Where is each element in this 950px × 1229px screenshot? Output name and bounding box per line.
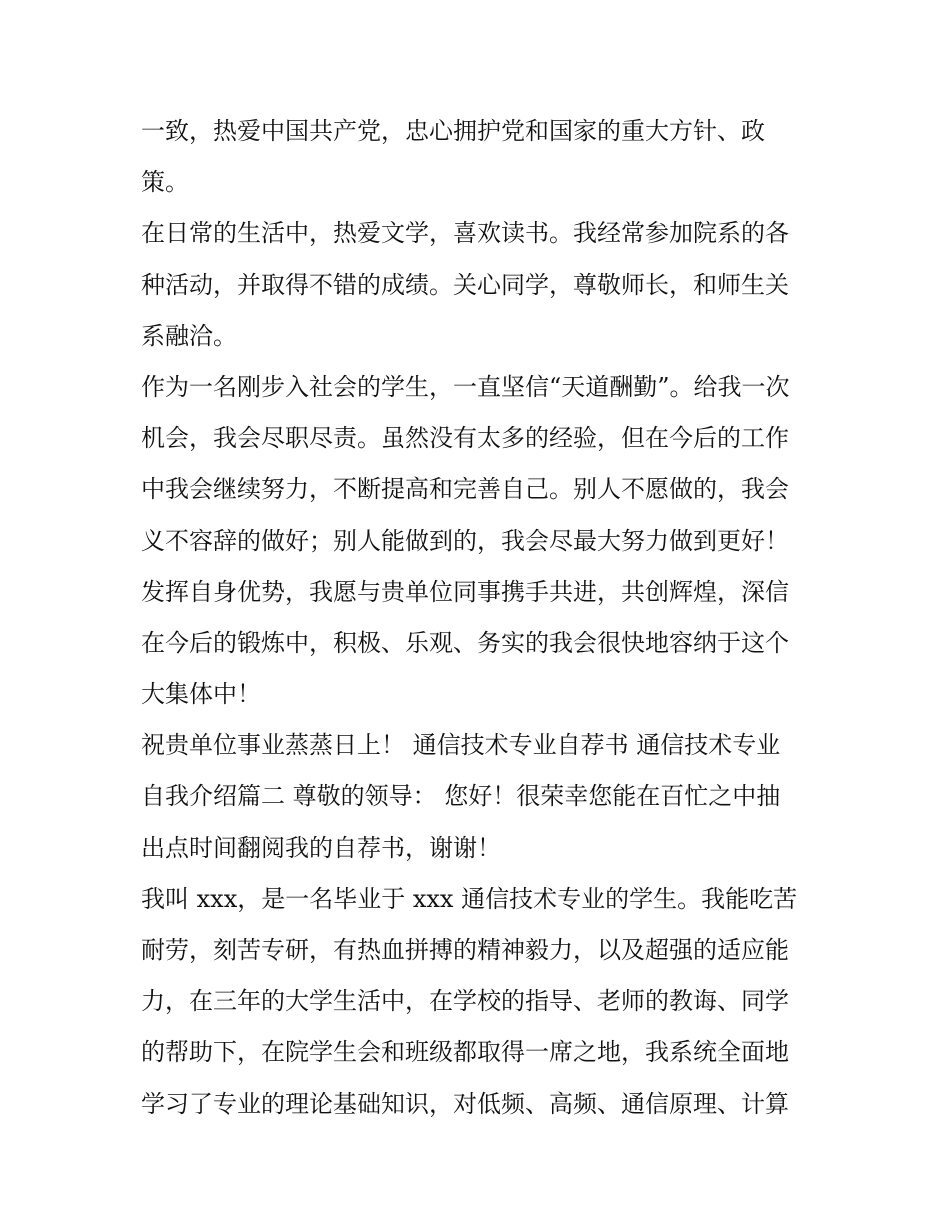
text-line: 我叫 xxx，是一名毕业于 xxx 通信技术专业的学生。我能吃苦 [141, 884, 798, 913]
text-line: 一致，热爱中国共产党，忠心拥护党和国家的重大方针、政 [141, 117, 765, 145]
text-line: 策。 [141, 168, 189, 197]
text-line: 在今后的锻炼中，积极、乐观、务实的我会很快地容纳于这个 [141, 628, 789, 657]
text-line: 系融洽。 [141, 321, 237, 350]
text-line: 作为一名刚步入社会的学生，一直坚信“天道酬勤”。给我一次 [141, 372, 790, 401]
text-line: 学习了专业的理论基础知识，对低频、高频、通信原理、计算 [141, 1089, 789, 1118]
text-line: 自我介绍篇二 尊敬的领导： 您好！很荣幸您能在百忙之中抽 [141, 782, 781, 811]
text-line: 机会，我会尽职尽责。虽然没有太多的经验，但在今后的工作 [141, 424, 789, 453]
text-line: 力，在三年的大学生活中，在学校的指导、老师的教诲、同学 [141, 987, 789, 1016]
text-line: 祝贵单位事业蒸蒸日上！ 通信技术专业自荐书 通信技术专业 [141, 731, 781, 760]
text-line: 种活动，并取得不错的成绩。关心同学，尊敬师长，和师生关 [141, 270, 789, 299]
text-line: 在日常的生活中，热爱文学，喜欢读书。我经常参加院系的各 [141, 219, 789, 248]
text-line: 中我会继续努力，不断提高和完善自己。别人不愿做的，我会 [141, 475, 789, 504]
text-line: 出点时间翻阅我的自荐书，谢谢！ [141, 833, 501, 862]
text-line: 的帮助下，在院学生会和班级都取得一席之地，我系统全面地 [141, 1038, 789, 1067]
text-line: 大集体中！ [141, 680, 261, 709]
text-line: 发挥自身优势，我愿与贵单位同事携手共进，共创辉煌，深信 [141, 577, 789, 606]
body-text [141, 106, 831, 1130]
text-line: 义不容辞的做好；别人能做到的，我会尽最大努力做到更好！ [141, 526, 789, 555]
text-line: 耐劳，刻苦专研，有热血拼搏的精神毅力，以及超强的适应能 [141, 936, 789, 964]
